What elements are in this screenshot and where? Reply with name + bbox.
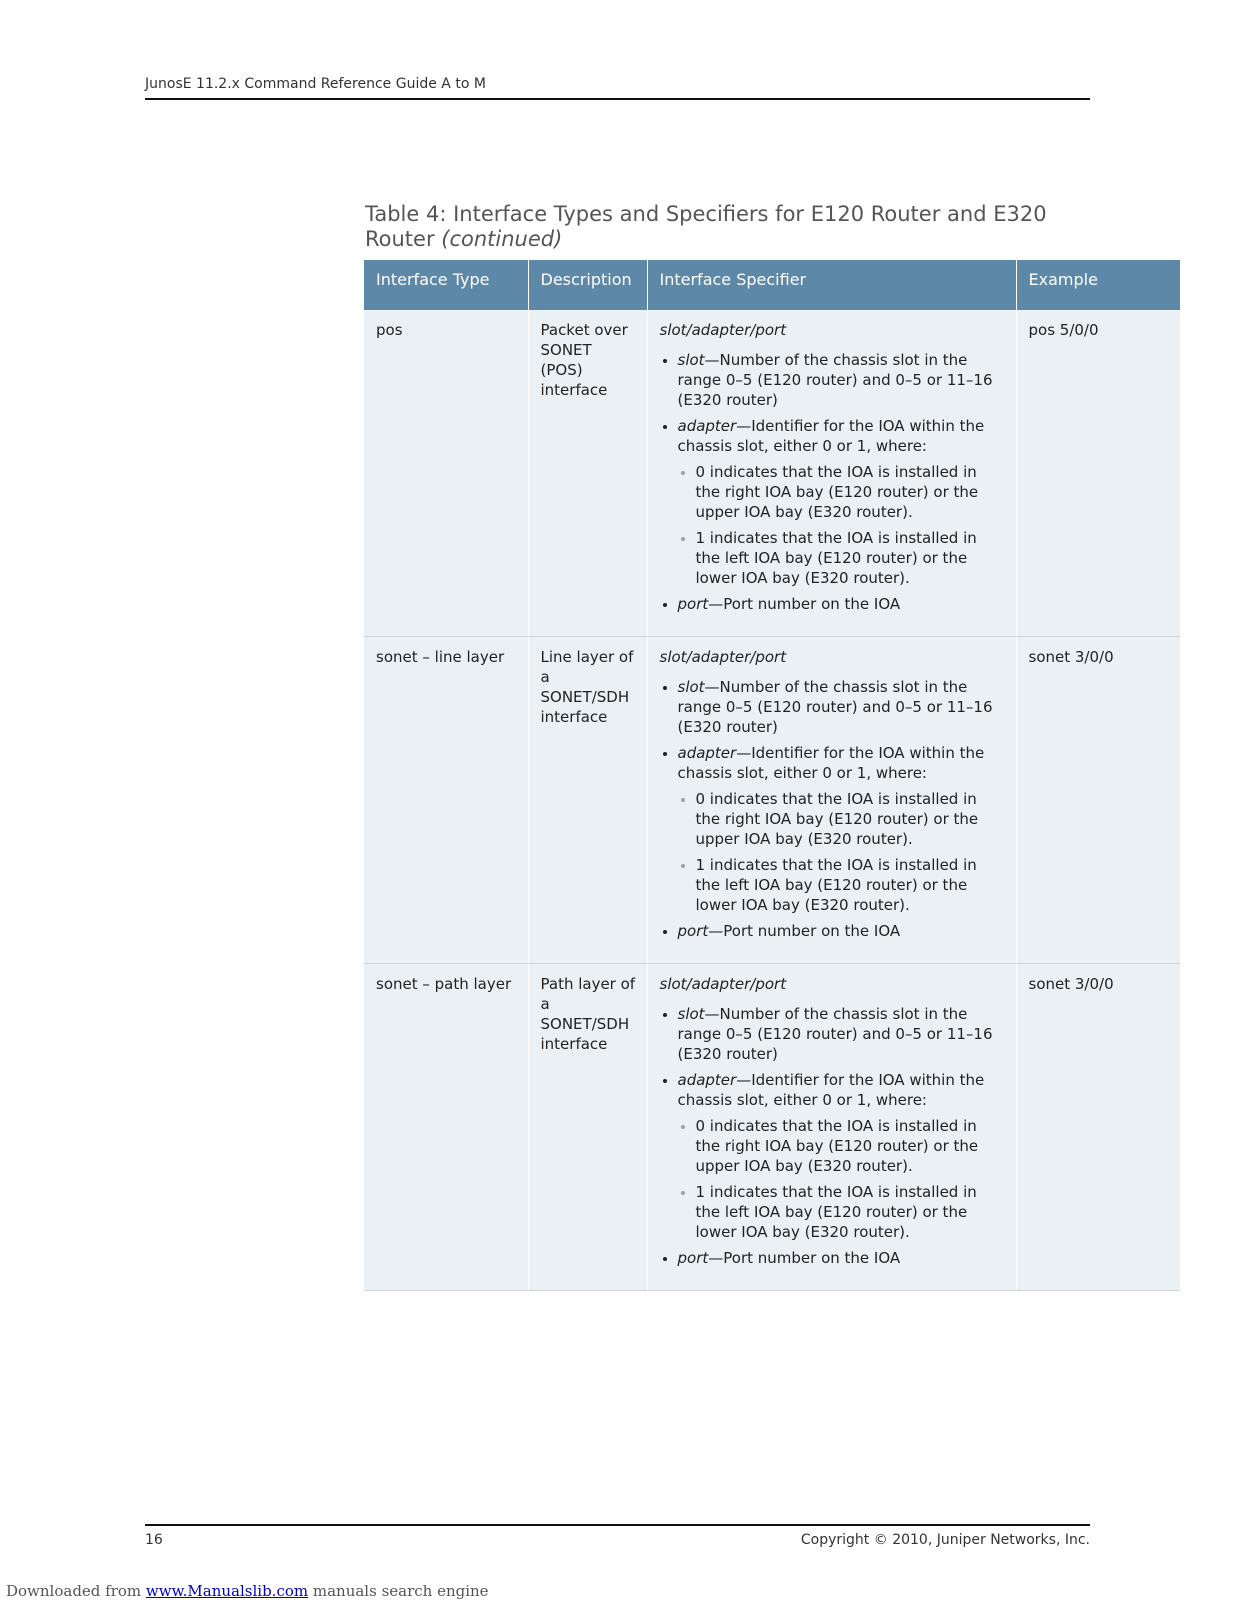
caption-continued: (continued) — [441, 227, 563, 251]
column-header-interface-type: Interface Type — [364, 260, 528, 310]
download-note — [6, 1582, 489, 1600]
specifier-list — [660, 677, 1005, 941]
caption-text: Table 4: Interface Types and Specifiers for E120 Router and E320 Router — [365, 202, 1047, 251]
adapter-sublist — [678, 789, 1005, 915]
specifier-format: slot/adapter/port — [659, 321, 787, 339]
term-slot: slot — [677, 351, 705, 369]
download-suffix: manuals search engine — [308, 1582, 489, 1600]
cell-interface-type: sonet – path layer — [364, 964, 528, 1291]
manualslib-link[interactable]: www.Manualslib.com — [145, 1582, 309, 1600]
list-item — [660, 921, 1005, 941]
column-header-interface-specifier: Interface Specifier — [647, 260, 1016, 310]
sublist-item: 0 indicates that the IOA is installed in the right IOA bay (E120 router) or the upper IOA bay (E320 router). — [678, 1116, 1005, 1176]
list-item — [660, 1004, 1005, 1064]
term-slot: slot — [677, 678, 705, 696]
slot-definition: —Number of the chassis slot in the range 0–5 (E120 router) and 0–5 or 11–16 (E320 router) — [677, 678, 993, 736]
guide-title: JunosE 11.2.x Command Reference Guide A to M — [145, 76, 486, 92]
adapter-sublist — [678, 462, 1005, 588]
adapter-definition: —Identifier for the IOA within the chassis slot, either 0 or 1, where: — [677, 417, 985, 455]
sublist-item: 0 indicates that the IOA is installed in the right IOA bay (E120 router) or the upper IOA bay (E320 router). — [678, 789, 1005, 849]
page-number: 16 — [145, 1532, 163, 1548]
specifier-list — [660, 1004, 1005, 1268]
specifier-list — [660, 350, 1005, 614]
table-header-row — [364, 260, 1180, 310]
term-slot: slot — [677, 1005, 705, 1023]
sublist-item: 0 indicates that the IOA is installed in the right IOA bay (E120 router) or the upper IOA bay (E320 router). — [678, 462, 1005, 522]
list-item — [660, 1070, 1005, 1242]
cell-interface-type: pos — [364, 310, 528, 637]
column-header-description: Description — [528, 260, 647, 310]
cell-example: sonet 3/0/0 — [1016, 637, 1180, 964]
term-port: port — [677, 595, 709, 613]
term-adapter: adapter — [677, 1071, 737, 1089]
sublist-item: 1 indicates that the IOA is installed in the left IOA bay (E120 router) or the lower IOA bay (E320 router). — [678, 855, 1005, 915]
table-row — [364, 310, 1180, 637]
interface-types-table — [364, 260, 1180, 1291]
list-item — [660, 677, 1005, 737]
slot-definition: —Number of the chassis slot in the range 0–5 (E120 router) and 0–5 or 11–16 (E320 router) — [677, 1005, 993, 1063]
port-definition: —Port number on the IOA — [708, 595, 901, 613]
list-item — [660, 594, 1005, 614]
term-adapter: adapter — [677, 744, 737, 762]
sublist-item: 1 indicates that the IOA is installed in the left IOA bay (E120 router) or the lower IOA bay (E320 router). — [678, 528, 1005, 588]
adapter-definition: —Identifier for the IOA within the chassis slot, either 0 or 1, where: — [677, 744, 985, 782]
cell-description: Line layer of a SONET/SDH interface — [528, 637, 647, 964]
running-header — [145, 76, 1090, 100]
list-item — [660, 350, 1005, 410]
term-port: port — [677, 1249, 709, 1267]
copyright-notice: Copyright © 2010, Juniper Networks, Inc. — [800, 1532, 1090, 1548]
table-caption — [365, 202, 1085, 252]
list-item — [660, 416, 1005, 588]
running-footer — [145, 1524, 1090, 1548]
cell-description: Packet over SONET (POS) interface — [528, 310, 647, 637]
specifier-format: slot/adapter/port — [659, 975, 787, 993]
cell-description: Path layer of a SONET/SDH interface — [528, 964, 647, 1291]
cell-interface-specifier — [647, 637, 1016, 964]
port-definition: —Port number on the IOA — [708, 1249, 901, 1267]
cell-interface-type: sonet – line layer — [364, 637, 528, 964]
slot-definition: —Number of the chassis slot in the range 0–5 (E120 router) and 0–5 or 11–16 (E320 router) — [677, 351, 993, 409]
cell-interface-specifier — [647, 310, 1016, 637]
table-row — [364, 637, 1180, 964]
list-item — [660, 1248, 1005, 1268]
cell-interface-specifier — [647, 964, 1016, 1291]
specifier-format: slot/adapter/port — [659, 648, 787, 666]
cell-example: pos 5/0/0 — [1016, 310, 1180, 637]
term-adapter: adapter — [677, 417, 737, 435]
table-row — [364, 964, 1180, 1291]
adapter-sublist — [678, 1116, 1005, 1242]
download-prefix: Downloaded from — [6, 1582, 146, 1600]
list-item — [660, 743, 1005, 915]
adapter-definition: —Identifier for the IOA within the chassis slot, either 0 or 1, where: — [677, 1071, 985, 1109]
sublist-item: 1 indicates that the IOA is installed in the left IOA bay (E120 router) or the lower IOA bay (E320 router). — [678, 1182, 1005, 1242]
column-header-example: Example — [1016, 260, 1180, 310]
port-definition: —Port number on the IOA — [708, 922, 901, 940]
cell-example: sonet 3/0/0 — [1016, 964, 1180, 1291]
term-port: port — [677, 922, 709, 940]
